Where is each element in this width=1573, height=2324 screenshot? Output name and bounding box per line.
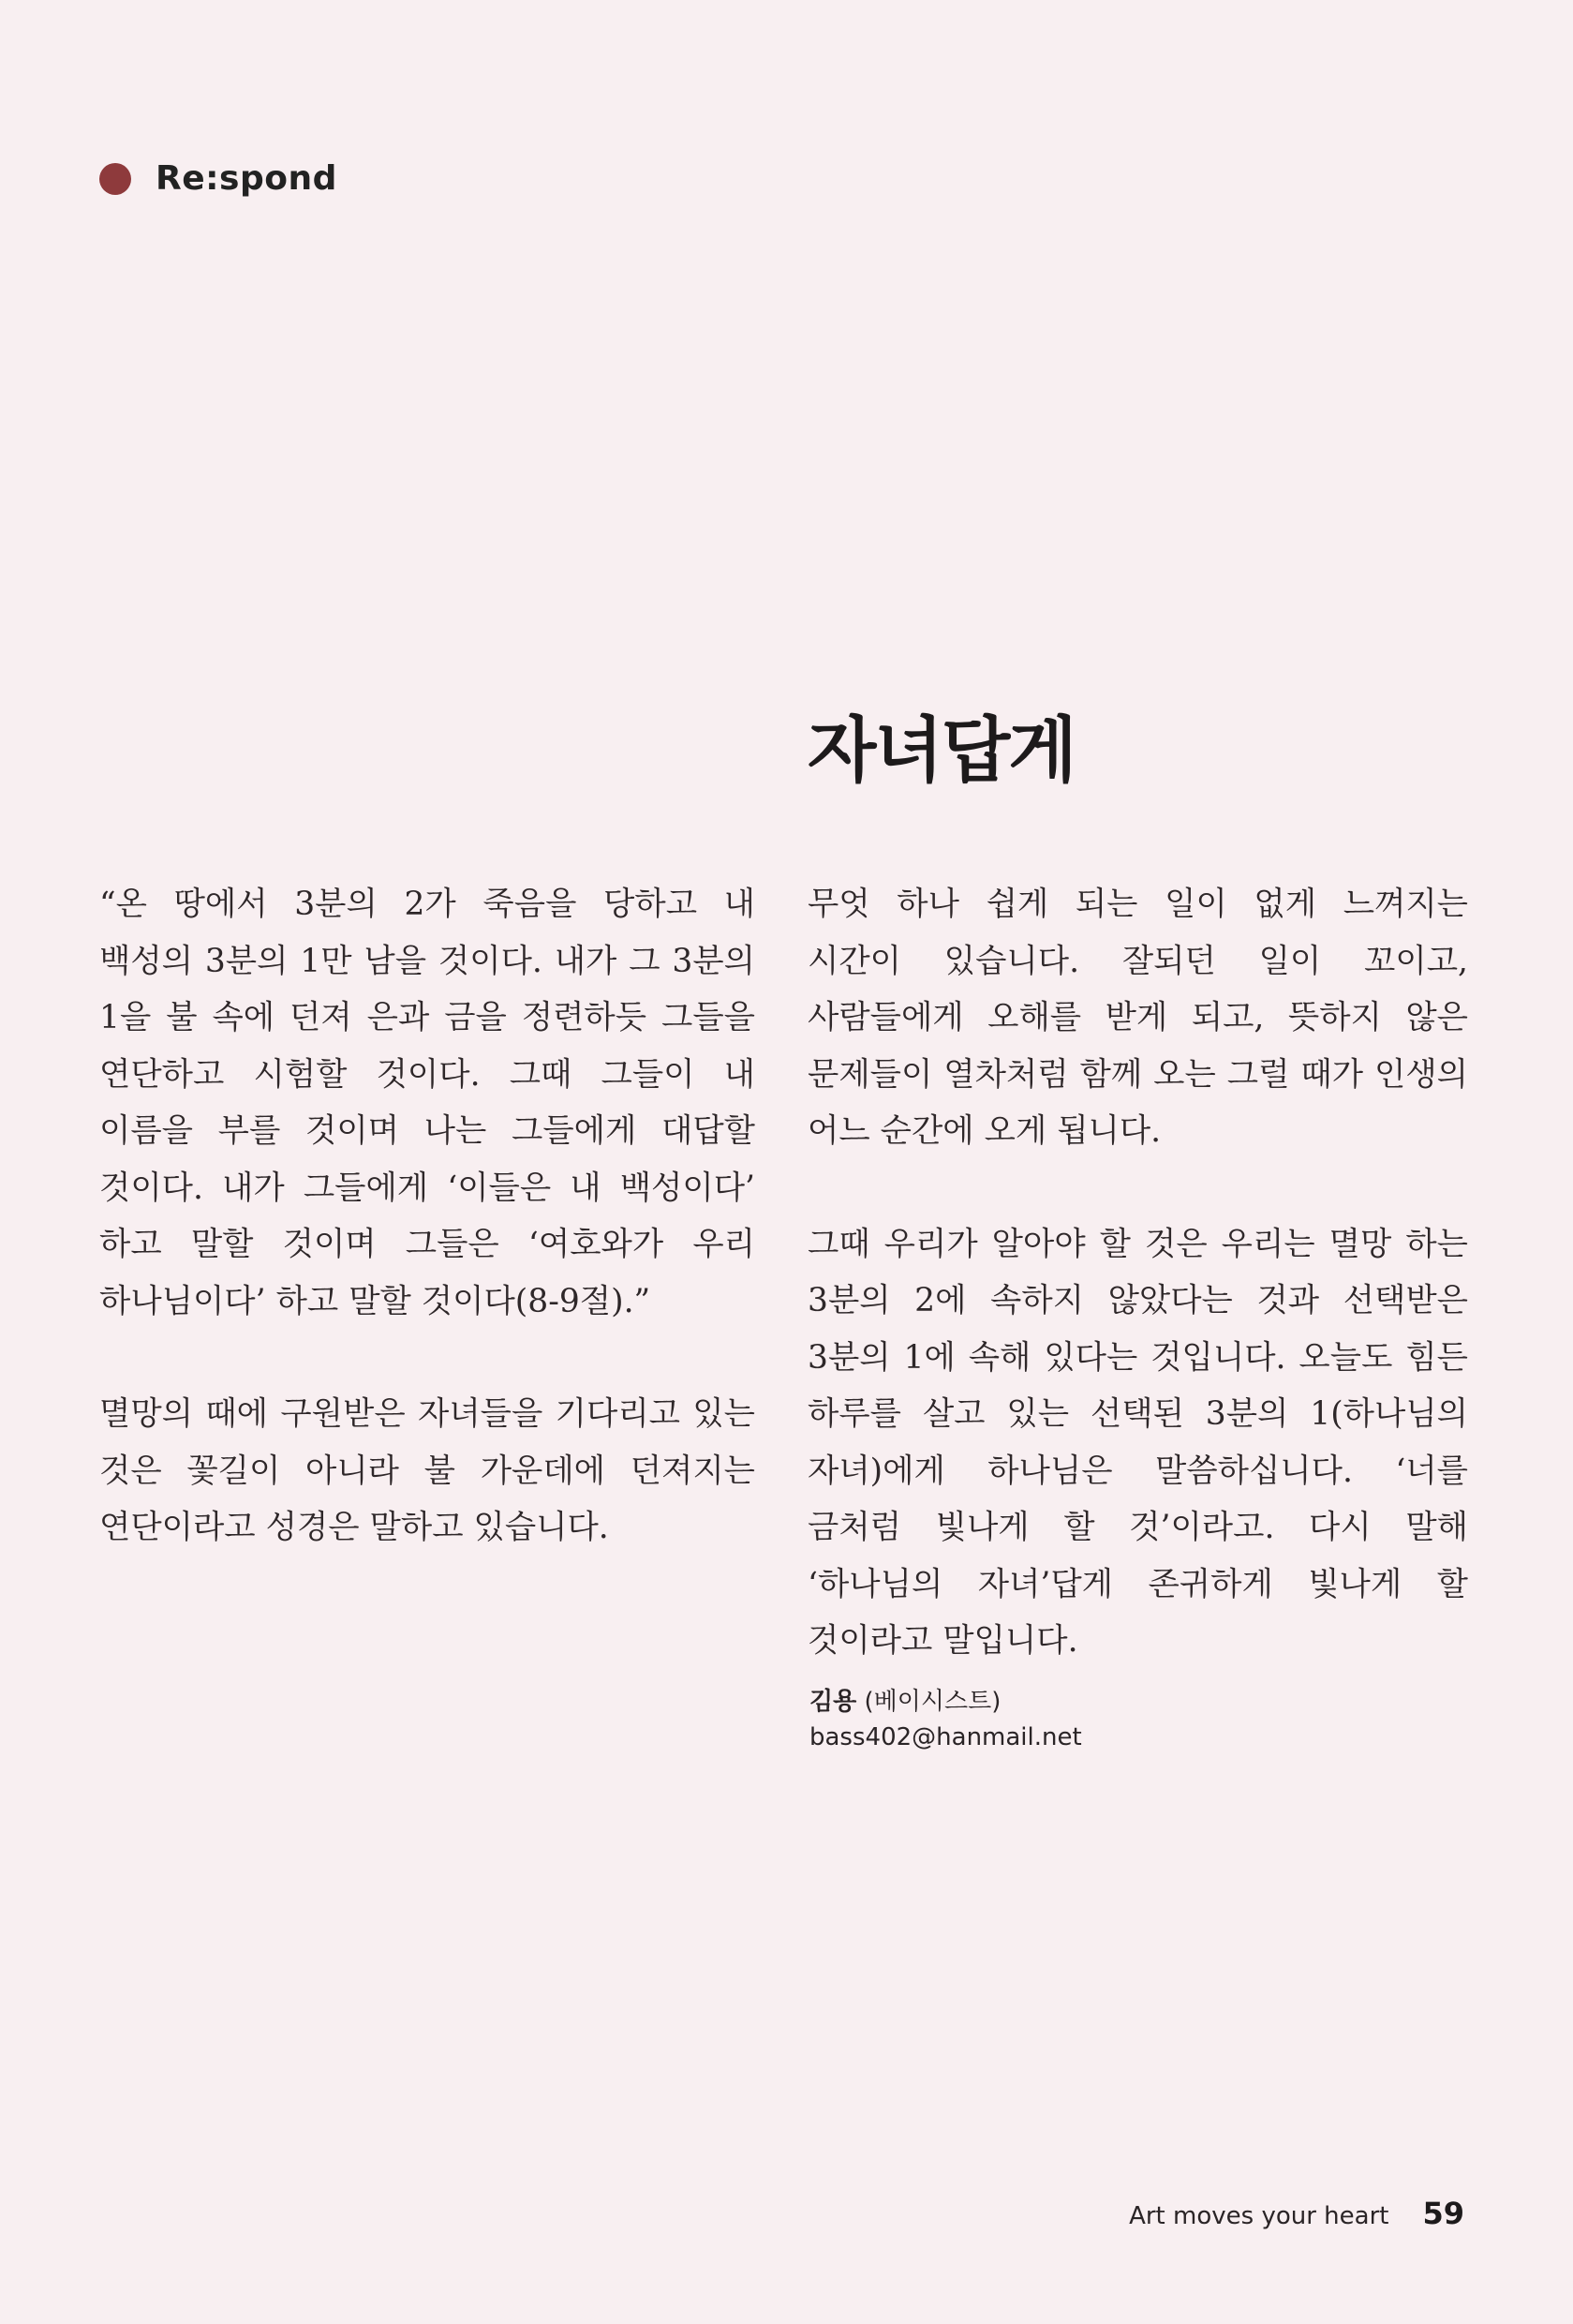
body-paragraph: 그때 우리가 알아야 할 것은 우리는 멸망 하는 3분의 2에 속하지 않았다는 것과 선택받은 3분의 1에 속해 있다는 것입니다. 오늘도 힘든 하루를 살고 있는 선택된 3분의 1(하나님의 자녀)에게 하나님은 말씀하십니다. ‘너를 금처럼 빛나게 할 것’이라고. 다시 말해 ‘하나님의 자녀’답게 존귀하게 빛나게 할 것이라고 말입니다. bbox=[808, 1225, 1468, 1660]
author-email: bass402@hanmail.net bbox=[809, 1723, 1082, 1751]
page-footer bbox=[1129, 2196, 1464, 2231]
body-paragraph: 멸망의 때에 구원받은 자녀들을 기다리고 있는 것은 꽃길이 아니라 불 가운데에 던져지는 연단이라고 성경은 말하고 있습니다. bbox=[99, 1395, 755, 1546]
section-header bbox=[99, 159, 337, 198]
body-paragraph: 무엇 하나 쉽게 되는 일이 없게 느껴지는 시간이 있습니다. 잘되던 일이 꼬이고, 사람들에게 오해를 받게 되고, 뜻하지 않은 문제들이 열차처럼 함께 오는 그럴 때가 인생의 어느 순간에 오게 됩니다. bbox=[808, 886, 1468, 1150]
body-paragraph: “온 땅에서 3분의 2가 죽음을 당하고 내 백성의 3분의 1만 남을 것이다. 내가 그 3분의 1을 불 속에 던져 은과 금을 정련하듯 그들을 연단하고 시험할 것이다. 그때 그들이 내 이름을 부를 것이며 나는 그들에게 대답할 것이다. 내가 그들에게 ‘이들은 내 백성이다’ 하고 말할 것이며 그들은 ‘여호와가 우리 하나님이다’ 하고 말할 것이다(8-9절).” bbox=[99, 886, 755, 1320]
section-dot-icon bbox=[99, 163, 131, 195]
author-byline bbox=[809, 1684, 1082, 1755]
left-column bbox=[99, 876, 755, 1613]
page-number: 59 bbox=[1422, 2196, 1464, 2231]
article-title: 자녀답게 bbox=[808, 708, 1076, 792]
footer-tagline: Art moves your heart bbox=[1129, 2202, 1389, 2230]
author-role: (베이시스트) bbox=[856, 1688, 1002, 1716]
author-name-line bbox=[809, 1684, 1082, 1720]
author-name: 김용 bbox=[809, 1688, 857, 1716]
section-label: Re:spond bbox=[156, 159, 337, 198]
right-column bbox=[808, 876, 1468, 1726]
